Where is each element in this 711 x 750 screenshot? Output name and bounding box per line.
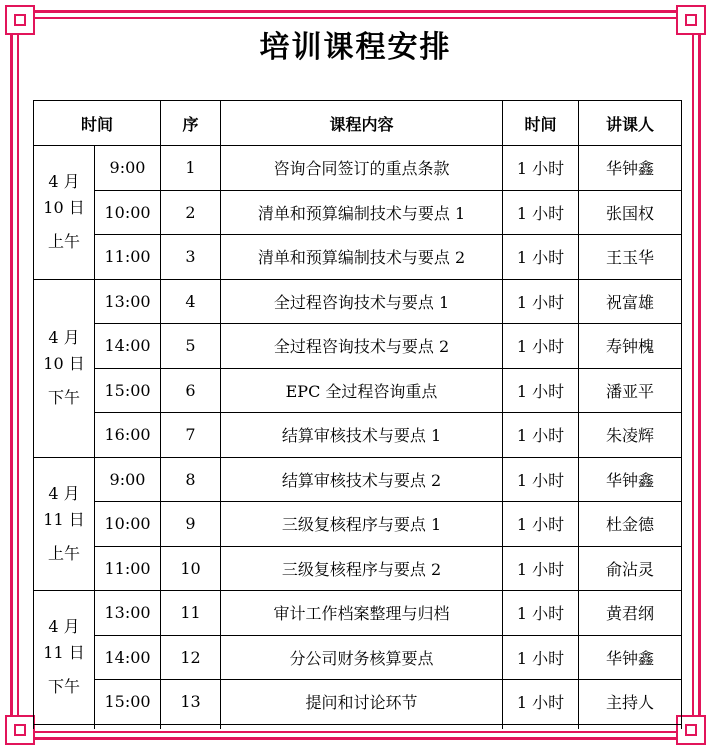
- row-time: 11:00: [95, 235, 161, 280]
- row-content: 全过程咨询技术与要点 1: [221, 279, 503, 324]
- row-content: 三级复核程序与要点 1: [221, 502, 503, 547]
- row-time: 15:00: [95, 680, 161, 725]
- session-date-cell: [34, 457, 95, 591]
- table-row: [34, 279, 682, 324]
- table-row: [34, 546, 682, 591]
- table-row: [34, 502, 682, 547]
- spacer: [34, 666, 94, 674]
- table-row: [34, 324, 682, 369]
- row-lecturer: 黄君纲: [579, 591, 682, 636]
- header-time-slot: 时间: [34, 101, 161, 146]
- row-lecturer: 主持人: [579, 680, 682, 725]
- spacer: [34, 221, 94, 229]
- row-content: 审计工作档案整理与归档: [221, 591, 503, 636]
- row-lecturer: 寿钟槐: [579, 324, 682, 369]
- row-lecturer: 华钟鑫: [579, 635, 682, 680]
- row-seq: 11: [161, 591, 221, 636]
- table-row: [34, 190, 682, 235]
- row-seq: 10: [161, 546, 221, 591]
- row-content: 清单和预算编制技术与要点 1: [221, 190, 503, 235]
- row-content: 三级复核程序与要点 2: [221, 546, 503, 591]
- session-period: 上午: [47, 232, 80, 252]
- table-row: [34, 368, 682, 413]
- row-seq: 12: [161, 635, 221, 680]
- table-row-cutoff: [34, 724, 682, 729]
- frame-top-inner: [24, 17, 687, 19]
- table-row: [34, 235, 682, 280]
- header-duration: 时间: [503, 101, 579, 146]
- session-date-cell: [34, 146, 95, 280]
- row-seq: 2: [161, 190, 221, 235]
- row-duration: 1 小时: [503, 413, 579, 458]
- table-row: [34, 413, 682, 458]
- table-row: [34, 591, 682, 636]
- session-day: 10 日: [43, 198, 85, 218]
- session-date-cell: [34, 591, 95, 725]
- row-seq: 5: [161, 324, 221, 369]
- page-title: 培训课程安排: [259, 30, 452, 65]
- row-content: 全过程咨询技术与要点 2: [221, 324, 503, 369]
- row-lecturer: 朱凌辉: [579, 413, 682, 458]
- row-seq: 6: [161, 368, 221, 413]
- row-duration: 1 小时: [503, 546, 579, 591]
- schedule-table: [33, 100, 682, 729]
- schedule-body: [34, 146, 682, 729]
- row-time: 10:00: [95, 502, 161, 547]
- row-time: 13:00: [95, 591, 161, 636]
- row-seq: 9: [161, 502, 221, 547]
- session-month: 4 月: [48, 328, 80, 347]
- row-seq: 13: [161, 680, 221, 725]
- row-seq: 7: [161, 413, 221, 458]
- cutoff-cell: [34, 724, 95, 729]
- session-day: 10 日: [43, 354, 85, 373]
- session-period: 上午: [47, 543, 80, 563]
- row-content: 分公司财务核算要点: [221, 635, 503, 680]
- row-time: 10:00: [95, 190, 161, 235]
- row-time: 14:00: [95, 324, 161, 369]
- row-duration: 1 小时: [503, 457, 579, 502]
- row-lecturer: 王玉华: [579, 235, 682, 280]
- spacer: [34, 533, 94, 541]
- session-period: 下午: [47, 677, 80, 697]
- table-header-row: [34, 101, 682, 146]
- row-duration: 1 小时: [503, 368, 579, 413]
- row-lecturer: 华钟鑫: [579, 457, 682, 502]
- frame-left-outer: [10, 24, 13, 726]
- row-content: 清单和预算编制技术与要点 2: [221, 235, 503, 280]
- cutoff-cell: [221, 724, 503, 729]
- session-month: 4 月: [48, 483, 80, 503]
- frame-bottom-inner: [24, 731, 687, 733]
- session-day: 11 日: [43, 509, 85, 529]
- row-time: 9:00: [95, 457, 161, 502]
- row-time: 14:00: [95, 635, 161, 680]
- row-time: 9:00: [95, 146, 161, 191]
- row-lecturer: 张国权: [579, 190, 682, 235]
- corner-ornament: [685, 724, 697, 736]
- session-day: 11 日: [43, 643, 85, 663]
- row-duration: 1 小时: [503, 279, 579, 324]
- session-month: 4 月: [48, 172, 80, 192]
- row-seq: 3: [161, 235, 221, 280]
- row-lecturer: 祝富雄: [579, 279, 682, 324]
- row-lecturer: 华钟鑫: [579, 146, 682, 191]
- row-time: 13:00: [95, 279, 161, 324]
- row-duration: 1 小时: [503, 591, 579, 636]
- row-duration: 1 小时: [503, 324, 579, 369]
- cutoff-cell: [161, 724, 221, 729]
- table-row: [34, 635, 682, 680]
- frame-bottom-outer: [24, 737, 687, 740]
- row-duration: 1 小时: [503, 190, 579, 235]
- frame-corner-bottom-left: [5, 715, 35, 745]
- row-seq: 4: [161, 279, 221, 324]
- corner-ornament: [14, 724, 26, 736]
- row-time: 15:00: [95, 368, 161, 413]
- row-lecturer: 杜金德: [579, 502, 682, 547]
- row-duration: 1 小时: [503, 235, 579, 280]
- session-period: 下午: [47, 388, 80, 407]
- row-content: EPC 全过程咨询重点: [221, 368, 503, 413]
- table-row: [34, 146, 682, 191]
- row-content: 咨询合同签订的重点条款: [221, 146, 503, 191]
- header-lecturer: 讲课人: [579, 101, 682, 146]
- row-lecturer: 俞沾灵: [579, 546, 682, 591]
- header-seq: 序: [161, 101, 221, 146]
- frame-right-outer: [698, 24, 701, 726]
- spacer: [34, 377, 94, 385]
- cutoff-cell: [503, 724, 579, 729]
- session-date-cell: [34, 279, 95, 457]
- row-content: 结算审核技术与要点 1: [221, 413, 503, 458]
- row-time: 16:00: [95, 413, 161, 458]
- session-month: 4 月: [48, 617, 80, 637]
- frame-left-inner: [17, 24, 19, 726]
- row-seq: 1: [161, 146, 221, 191]
- row-content: 提问和讨论环节: [221, 680, 503, 725]
- row-seq: 8: [161, 457, 221, 502]
- header-content: 课程内容: [221, 101, 503, 146]
- row-content: 结算审核技术与要点 2: [221, 457, 503, 502]
- row-time: 11:00: [95, 546, 161, 591]
- row-duration: 1 小时: [503, 502, 579, 547]
- table-row: [34, 457, 682, 502]
- table-row: [34, 680, 682, 725]
- cutoff-cell: [95, 724, 161, 729]
- frame-right-inner: [692, 24, 694, 726]
- row-lecturer: 潘亚平: [579, 368, 682, 413]
- row-duration: 1 小时: [503, 146, 579, 191]
- row-duration: 1 小时: [503, 680, 579, 725]
- row-duration: 1 小时: [503, 635, 579, 680]
- frame-top-outer: [24, 10, 687, 13]
- cutoff-cell: [579, 724, 682, 729]
